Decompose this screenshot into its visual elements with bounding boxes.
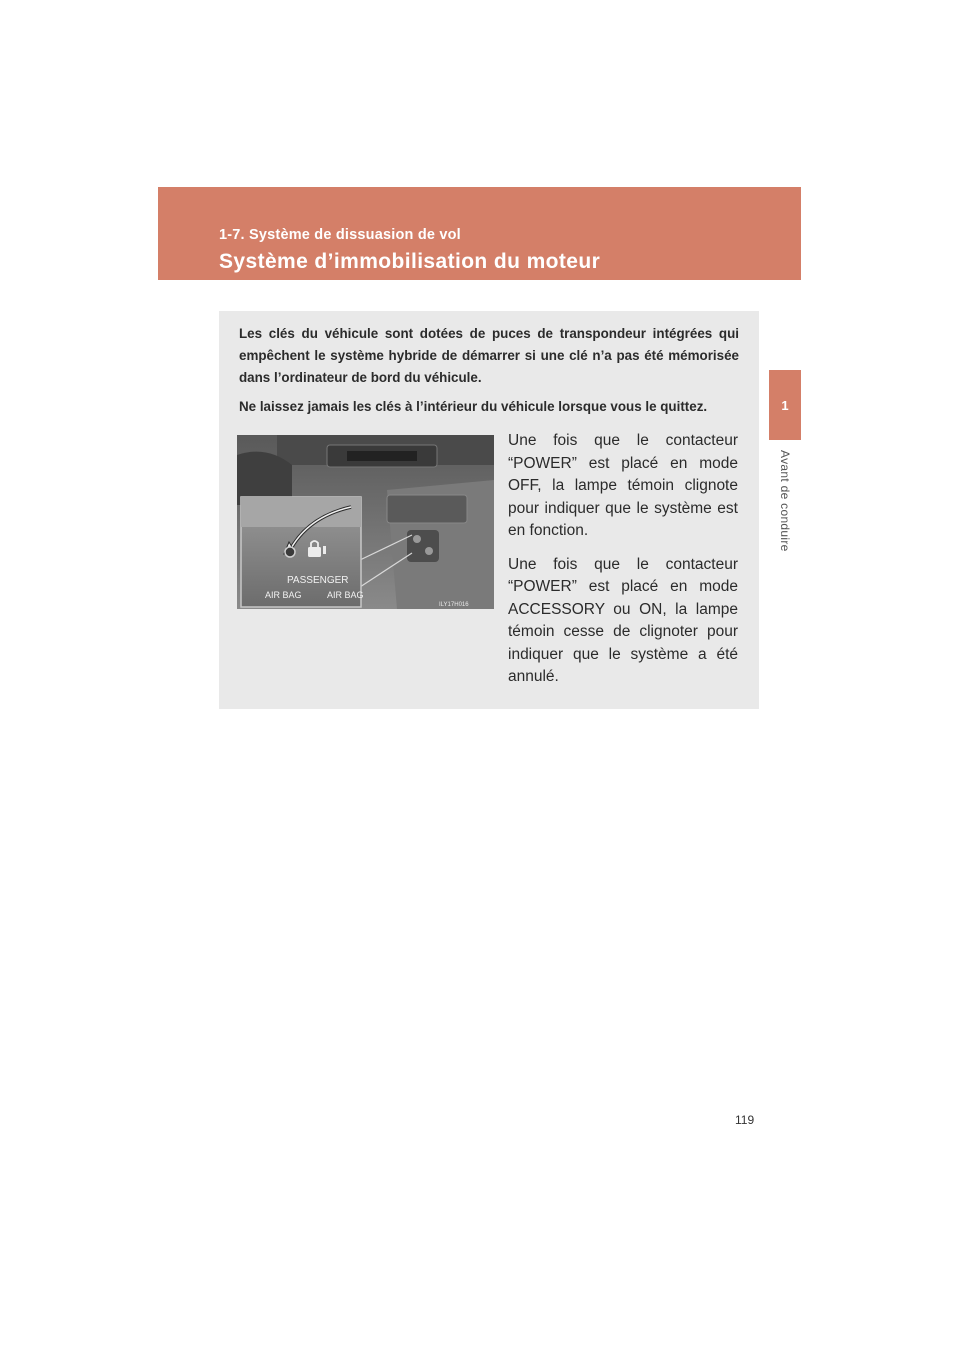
paragraph-power-off: Une fois que le contacteur “POWER” est placé en mode OFF, la lampe témoin clignote pour indiquer que le système est en fonction. [508, 432, 738, 539]
chapter-side-title: Avant de conduire [778, 450, 792, 552]
page-number: 119 [735, 1113, 755, 1127]
indicator-lamp-icon [285, 547, 295, 557]
section-label: 1-7. Système de dissuasion de vol [219, 227, 461, 243]
content-box [219, 311, 759, 709]
panel-airbag-left-text: AIR BAG [265, 590, 302, 600]
header-band [158, 187, 801, 280]
dashboard-illustration [237, 435, 494, 609]
side-text [508, 430, 738, 700]
chapter-number: 1 [781, 397, 789, 413]
panel-airbag-right-text: AIR BAG [327, 590, 364, 600]
warning-paragraph: Ne laissez jamais les clés à l’intérieur du véhicule lorsque vous le quittez. [239, 399, 708, 414]
paragraph-power-on: Une fois que le contacteur “POWER” est placé en mode ACCESSORY ou ON, la lampe témoin cesse de clignoter pour indiquer que le système a été annulé. [508, 555, 738, 685]
chapter-tab[interactable] [769, 370, 801, 440]
dashboard-photo [237, 435, 494, 609]
page-title: Système d’immobilisation du moteur [219, 250, 601, 273]
panel-passenger-text: PASSENGER [287, 575, 349, 586]
figure-code: ILY17H016 [439, 602, 469, 608]
intro-paragraph: Les clés du véhicule sont dotées de puces de transpondeur intégrées qui empêchent le système hybride de démarrer si une clé n’a pas été mémorisée dans l’ordinateur de bord du véhicule. [239, 326, 739, 385]
